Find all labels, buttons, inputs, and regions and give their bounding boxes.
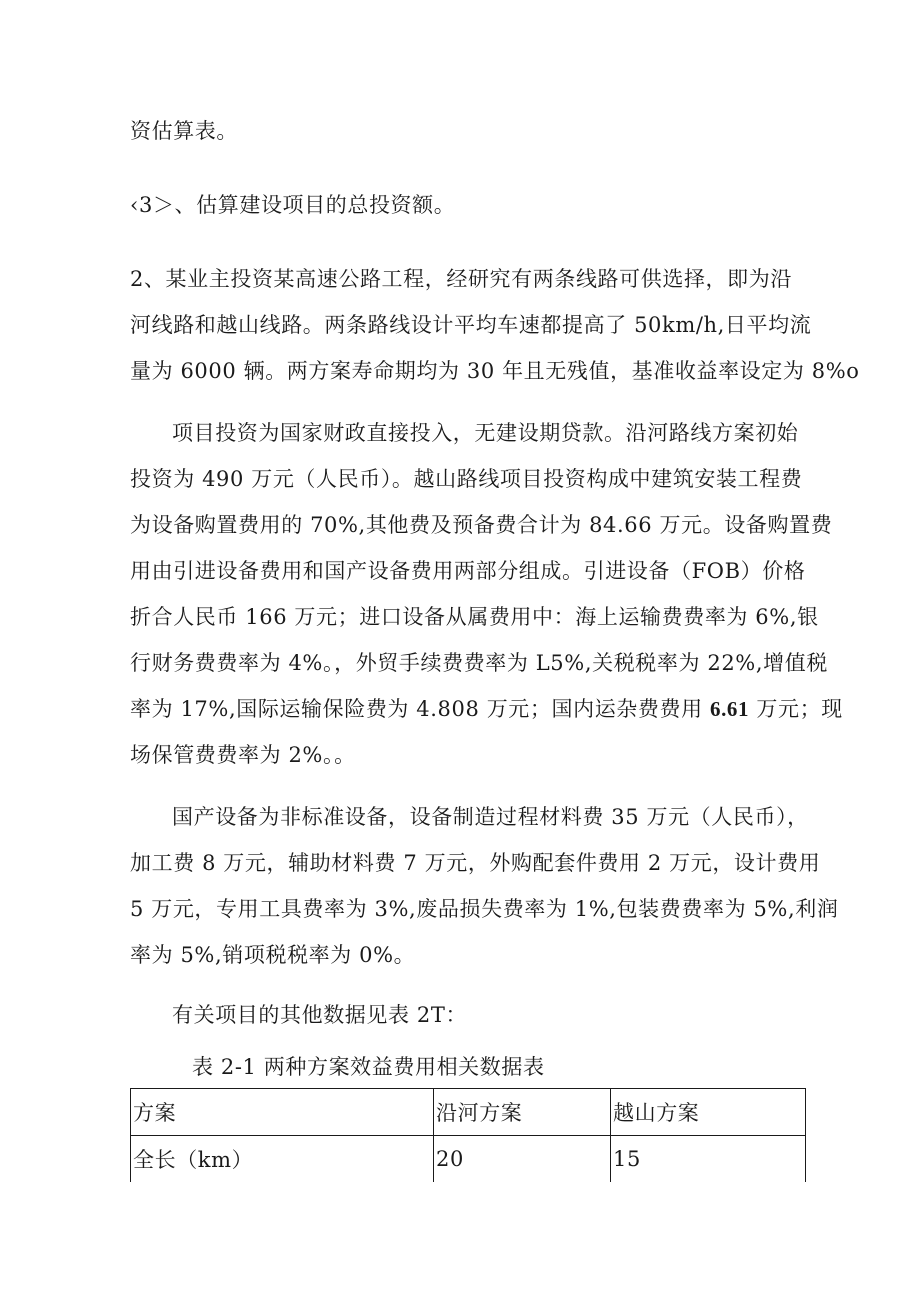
- text-line: 资估算表。: [130, 119, 238, 143]
- table-cell: 20: [434, 1136, 611, 1183]
- text-line: 场保管费费率为 2%。。: [130, 743, 356, 767]
- table-cell: 15: [611, 1136, 806, 1183]
- text-line: 折合人民币 166 万元；进口设备从属费用中：海上运输费费率为 6%,银: [130, 605, 819, 629]
- text-line: 量为 6000 辆。两方案寿命期均为 30 年且无残值，基准收益率设定为 8%o: [130, 359, 860, 383]
- text-segment: 率为 17%,国际运输保险费为 4.808 万元；国内运杂费费用: [130, 697, 710, 721]
- text-line: 率为 5%,销项税税率为 0%。: [130, 943, 416, 967]
- text-line: 国产设备为非标准设备，设备制造过程材料费 35 万元（人民币），: [172, 805, 809, 829]
- table-caption: 表 2-1 两种方案效益费用相关数据表: [192, 1055, 545, 1079]
- text-line: [130, 694, 843, 724]
- table-row: [131, 1089, 806, 1136]
- table-row: [131, 1136, 806, 1183]
- data-table: [130, 1088, 806, 1182]
- text-line: 河线路和越山线路。两条路线设计平均车速都提高了 50km/h,日平均流: [130, 313, 812, 337]
- bold-value: 6.61: [709, 697, 750, 721]
- table-cell: 方案: [131, 1089, 434, 1136]
- text-line: 加工费 8 万元，辅助材料费 7 万元，外购配套件费用 2 万元，设计费用: [130, 851, 821, 875]
- table-cell: 越山方案: [611, 1089, 806, 1136]
- text-line: 投资为 490 万元（人民币）。越山路线项目投资构成中建筑安装工程费: [130, 467, 803, 491]
- text-line: 用由引进设备费用和国产设备费用两部分组成。引进设备（FOB）价格: [130, 559, 806, 583]
- text-line: 行财务费费率为 4%。，外贸手续费费率为 L5%,关税税率为 22%,增值税: [130, 651, 828, 675]
- text-line: 项目投资为国家财政直接投入，无建设期贷款。沿河路线方案初始: [172, 421, 799, 445]
- text-line: 2、某业主投资某高速公路工程，经研究有两条线路可供选择，即为沿: [130, 267, 792, 291]
- text-line: ‹3＞、估算建设项目的总投资额。: [130, 193, 456, 217]
- text-line: 5 万元，专用工具费率为 3%,废品损失费率为 1%,包装费费率为 5%,利润: [130, 897, 839, 921]
- table-cell: 全长（km）: [131, 1136, 434, 1183]
- table-cell: 沿河方案: [434, 1089, 611, 1136]
- text-line: 有关项目的其他数据见表 2T：: [172, 1003, 468, 1027]
- text-line: 为设备购置费用的 70%,其他费及预备费合计为 84.66 万元。设备购置费: [130, 513, 833, 537]
- text-segment: 万元；现: [749, 697, 843, 721]
